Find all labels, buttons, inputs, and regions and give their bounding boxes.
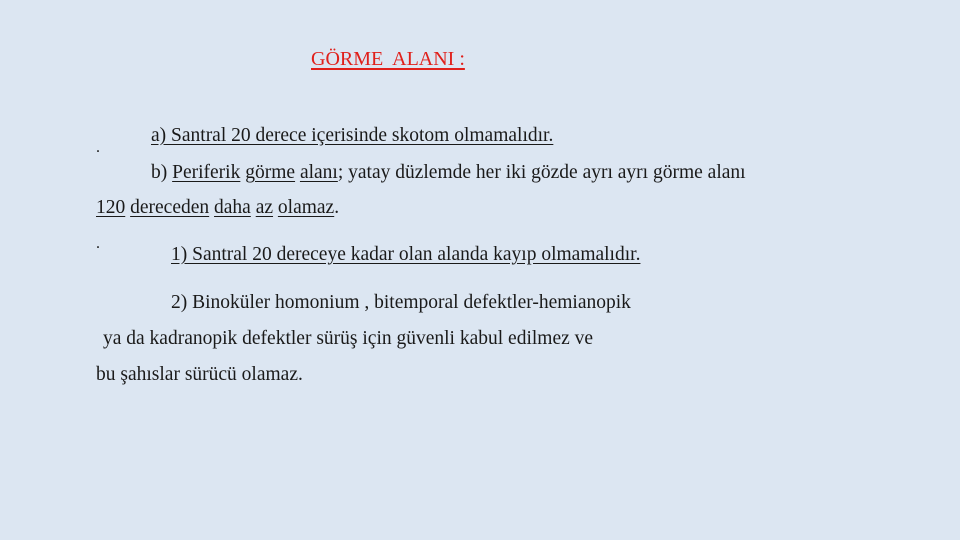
bullet-dot-2: . xyxy=(96,235,100,252)
item-b-word-daha: daha xyxy=(214,197,251,218)
item-b-line1 xyxy=(151,163,746,183)
item-b-word-periferik: Periferik xyxy=(172,162,241,183)
item-b-line2 xyxy=(96,198,339,218)
item-b-word-alani: alanı xyxy=(299,162,338,183)
item-a-text: a) Santral 20 derece içerisinde skotom olmamalıdır. xyxy=(151,125,554,146)
item-2-line1: 2) Binoküler homonium , bitemporal defektler-hemianopik xyxy=(171,292,631,313)
item-b-tail: ; yatay düzlemde her iki gözde ayrı ayrı görme alanı xyxy=(337,162,746,183)
item-2-line2: ya da kadranopik defektler sürüş için güvenli kabul edilmez ve xyxy=(103,328,594,349)
item-b-word-120: 120 xyxy=(96,197,126,218)
item-2-line3: bu şahıslar sürücü olamaz. xyxy=(96,364,303,385)
item-b-end: . xyxy=(334,197,340,218)
item-b-word-dereceden: dereceden xyxy=(130,197,210,218)
item-b-prefix: b) xyxy=(151,162,173,183)
item-b-word-olamaz: olamaz xyxy=(277,197,335,218)
item-b-word-az: az xyxy=(255,197,274,218)
item-b-word-gorme: görme xyxy=(245,162,296,183)
bullet-dot-1: . xyxy=(96,139,100,156)
page-title: GÖRME ALANI : xyxy=(311,48,465,70)
item-1-text: 1) Santral 20 dereceye kadar olan alanda kayıp olmamalıdır. xyxy=(171,244,641,265)
